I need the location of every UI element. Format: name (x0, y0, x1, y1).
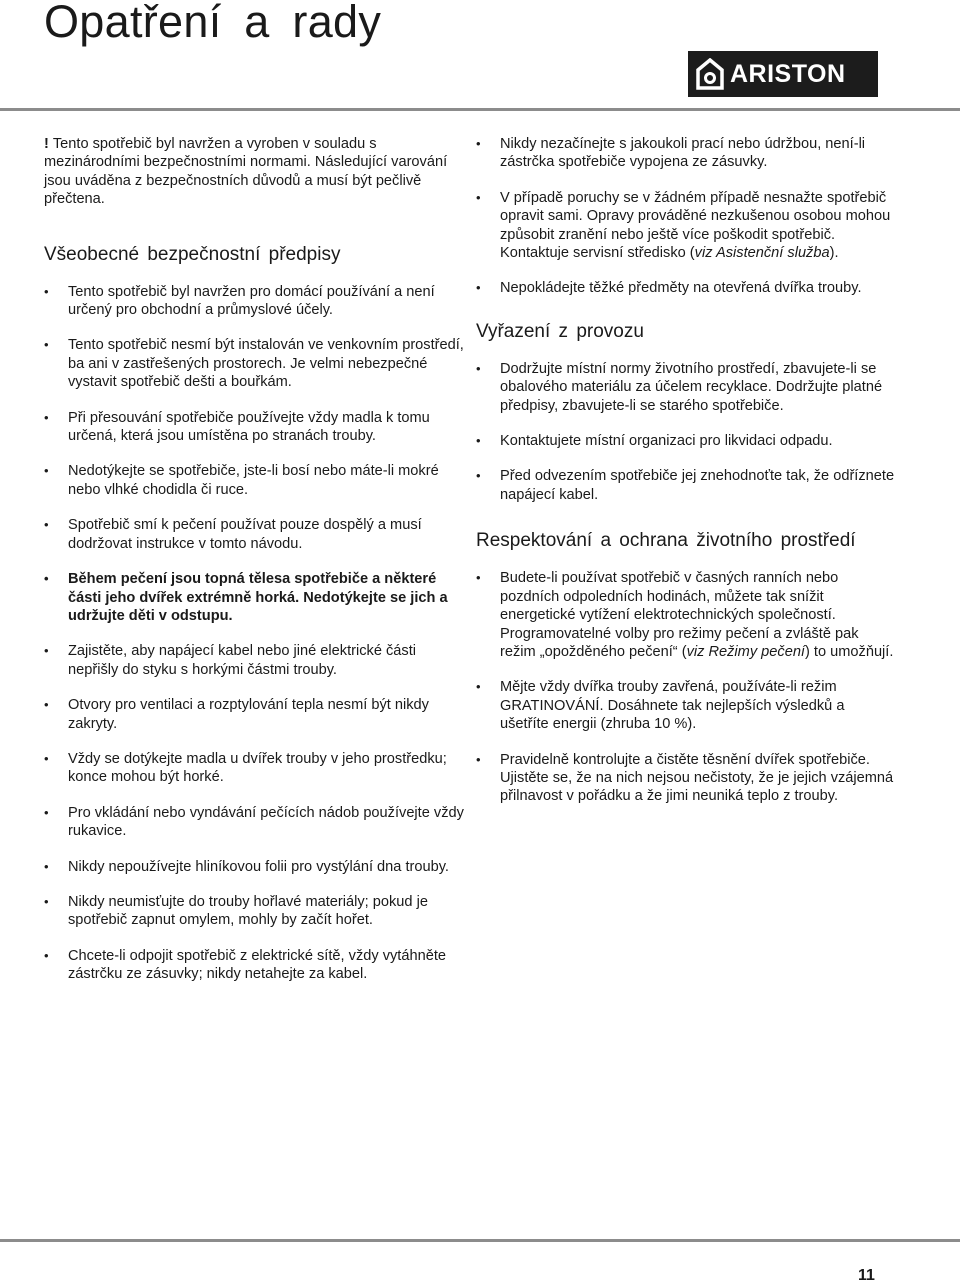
page-number: 11 (858, 1267, 875, 1284)
list-item: • Nikdy nezačínejte s jakoukoli prací nebo údržbou, není-li zástrčka spotřebiče vypojena ze zásuvky. (476, 135, 896, 172)
page-title: Opatření a rady (44, 0, 382, 47)
list-item: • Vždy se dotýkejte madla u dvířek trouby v jeho prostředku; konce mohou být horké. (44, 750, 464, 787)
header-divider (0, 108, 960, 111)
list-item: • Kontaktujete místní organizaci pro likvidaci odpadu. (476, 432, 896, 450)
list-item (476, 189, 896, 263)
item-text: V případě poruchy se v žádném případě nesnažte spotřebič opravit sami. Opravy prováděné nezkušenou osobou mohou způsobit zranění nebo ještě více poškodit spotřebič. Kontaktuje servisní středisko ( (500, 189, 891, 262)
safety-list (44, 283, 464, 984)
list-item: • Mějte vždy dvířka trouby zavřená, používáte-li režim GRATINOVÁNÍ. Dosáhnete tak nejlepších výsledků a ušetříte energii (zhruba 10 %). (476, 678, 896, 733)
list-item: • Při přesouvání spotřebiče používejte vždy madla k tomu určená, která jsou umístěna po stranách trouby. (44, 409, 464, 446)
list-item: • Tento spotřebič nesmí být instalován ve venkovním prostředí, ba ani v zastřešených prostorech. Je velmi nebezpečné vystavit spotřebič dešti a bouřkám. (44, 336, 464, 391)
list-item: • Nedotýkejte se spotřebiče, jste-li bosí nebo máte-li mokré nebo vlhké chodidla či ruce. (44, 462, 464, 499)
house-logo-icon (696, 58, 724, 90)
intro-warning (44, 135, 464, 209)
item-text: ). (829, 245, 839, 262)
section-title-disposal: Vyřazení z provozu (476, 320, 644, 342)
warning-mark: ! (44, 136, 49, 152)
cross-reference: viz Režimy pečení (686, 643, 805, 660)
intro-text: Tento spotřebič byl navržen a vyroben v souladu s mezinárodními bezpečnostními normami. Následující varování jsou uváděna z bezpečnostních důvodů a musí být pečlivě přečtena. (44, 136, 448, 208)
list-item: • Nepokládejte těžké předměty na otevřená dvířka trouby. (476, 279, 896, 297)
list-item-bold-warning: • Během pečení jsou topná tělesa spotřebiče a některé části jeho dvířek extrémně horká. Nedotýkejte se jich a udržujte děti v odstupu. (44, 570, 464, 625)
list-item: • Pravidelně kontrolujte a čistěte těsnění dvířek spotřebiče. Ujistěte se, že na nich nejsou nečistoty, že je jejich vzájemná přilnavost v pořádku a že jimi neuniká teplo z trouby. (476, 751, 896, 806)
list-item (476, 569, 896, 661)
list-item: • Otvory pro ventilaci a rozptylování tepla nesmí být nikdy zakryty. (44, 696, 464, 733)
ariston-logo (688, 51, 878, 97)
list-item: • Pro vkládání nebo vyndávání pečících nádob používejte vždy rukavice. (44, 804, 464, 841)
list-item: • Spotřebič smí k pečení používat pouze dospělý a musí dodržovat instrukce v tomto návodu. (44, 516, 464, 553)
section-title-environment: Respektování a ochrana životního prostředí (476, 530, 856, 552)
list-item: • Zajistěte, aby napájecí kabel nebo jiné elektrické části nepřišly do styku s horkými částmi trouby. (44, 642, 464, 679)
disposal-list (476, 360, 896, 504)
list-item: • Chcete-li odpojit spotřebič z elektrické sítě, vždy vytáhněte zástrčku ze zásuvky; nikdy netahejte za kabel. (44, 947, 464, 984)
list-item: • Nikdy neumisťujte do trouby hořlavé materiály; pokud je spotřebič zapnut omylem, mohly by začít hořet. (44, 893, 464, 930)
left-column (44, 135, 464, 1001)
list-item: • Nikdy nepoužívejte hliníkovou folii pro vystýlání dna trouby. (44, 858, 464, 876)
brand-name: ARISTON (730, 59, 846, 88)
safety-list-continued (476, 135, 896, 298)
item-text: Budete-li používat spotřebič v časných ranních nebo pozdních odpoledních hodinách, můžete tak snížit energetické vytížení elektrotechnických společností. Programovatelné volby pro režimy pečení a zvláště pak režim „opožděného pečení“ ( (500, 570, 859, 660)
section-title-general-safety: Všeobecné bezpečnostní předpisy (44, 243, 341, 265)
list-item: • Dodržujte místní normy životního prostředí, zbavujete-li se obalového materiálu za účelem recyklace. Dodržujte platné předpisy, zbavujete-li se starého spotřebiče. (476, 360, 896, 415)
cross-reference: viz Asistenční služba (694, 245, 830, 262)
environment-list (476, 569, 896, 805)
list-item: • Tento spotřebič byl navržen pro domácí používání a není určený pro obchodní a průmyslové účely. (44, 283, 464, 320)
item-text: ) to umožňují. (805, 643, 894, 660)
right-column (476, 135, 896, 823)
footer-divider (0, 1239, 960, 1242)
list-item: • Před odvezením spotřebiče jej znehodnoťte tak, že odříznete napájecí kabel. (476, 467, 896, 504)
